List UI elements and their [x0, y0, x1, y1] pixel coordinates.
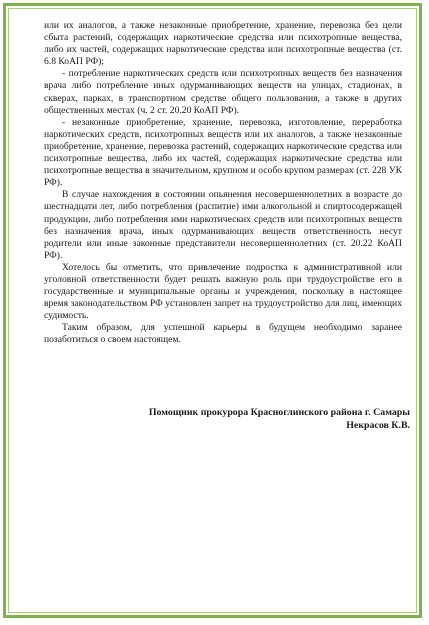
- paragraph-employment: Хотелось бы отметить, что привлечение подростка к административной или уголовной ответственности будет решать важную роль при трудоустройстве его в государственные и муниципальные органы и учреждения, поскольку в настоящее время законодательством РФ установлен запрет на трудоустройство для лиц, имеющих судимость.: [44, 261, 402, 322]
- paragraph-consumption: - потребление наркотических средств или психотропных веществ без назначения врача либо потребление иных одурманивающих веществ на улицах, стадионах, в скверах, парках, в транспортном средстве общего пользования, а также в других общественных местах (ч. 2 ст. 20.20 КоАП РФ).: [44, 68, 402, 116]
- document-body: [44, 20, 402, 347]
- signature-name: Некрасов К.В.: [346, 420, 410, 431]
- paragraph-conclusion: Таким образом, для успешной карьеры в будущем необходимо заранее позаботиться о своем настоящем.: [44, 322, 402, 346]
- paragraph-continuation: или их аналогов, а также незаконные приобретение, хранение, перевозка без цели сбыта растений, содержащих наркотические средства или психотропные вещества, либо их частей, содержащих наркотические средства или психотропные вещества (ст. 6.8 КоАП РФ);: [44, 20, 402, 68]
- signature-block: [70, 406, 410, 432]
- signature-position: Помощник прокурора Красноглинского района г. Самары: [148, 407, 410, 418]
- paragraph-minors: В случае нахождения в состоянии опьянения несовершеннолетних в возрасте до шестнадцати лет, либо потребления (распитие) ими алкогольной и спиртосодержащей продукции, либо потребления ими наркотических средств или психотропных веществ без назначения врача, иных одурманивающих веществ ответственность несут родители или иные законные представители несовершеннолетних (ст. 20.22 КоАП РФ).: [44, 189, 402, 261]
- paragraph-criminal: - незаконные приобретение, хранение, перевозка, изготовление, переработка наркотических средств, психотропных веществ или их аналогов, а также незаконные приобретение, хранение, перевозка растений, содержащих наркотические средства или психотропные вещества, либо их частей, содержащих наркотические средства или психотропные вещества в значительном, крупном и особо крупом размерах (ст. 228 УК РФ).: [44, 116, 402, 189]
